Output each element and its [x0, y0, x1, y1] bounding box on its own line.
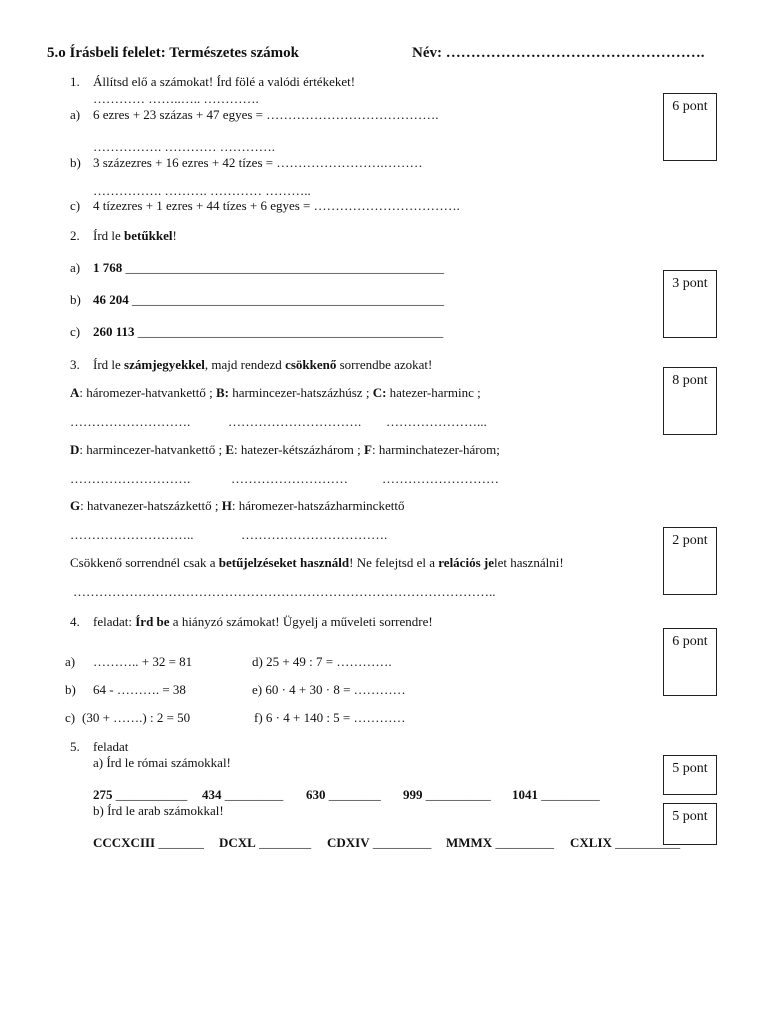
- q5b-item-5[interactable]: CXLIX __________: [570, 835, 681, 850]
- q2a-label: a): [70, 260, 81, 275]
- q4-title: feladat: Írd be a hiányzó számokat! Ügyelj a műveleti sorrendre!: [93, 614, 433, 629]
- q5a-item-1[interactable]: 275 ___________: [93, 787, 188, 802]
- q2-title: Írd le betűkkel!: [93, 228, 177, 243]
- score-box-q2: [663, 270, 717, 338]
- q5-number: 5.: [70, 739, 80, 754]
- q5b-item-1[interactable]: CCCXCIII _______: [93, 835, 204, 850]
- q1a-label: a): [70, 107, 81, 122]
- q2b-item[interactable]: 46 204 ________________________________________________: [93, 292, 444, 307]
- q1c-text: 4 tízezres + 1 ezres + 44 tízes + 6 egyes = …………………………….: [93, 198, 460, 213]
- q4b-label: b): [65, 682, 76, 697]
- q4b-expression[interactable]: 64 - ………. = 38: [93, 682, 186, 697]
- q5b-item-2[interactable]: DCXL ________: [219, 835, 312, 850]
- score-box-q3-order: [663, 527, 717, 595]
- q5a-title: a) Írd le római számokkal!: [93, 755, 231, 770]
- q4e-expression[interactable]: e) 60 · 4 + 30 · 8 = …………: [252, 682, 406, 697]
- score-label: 6 pont: [672, 99, 708, 114]
- q3-dots-a[interactable]: ……………………….: [70, 414, 191, 429]
- page-title: 5.o Írásbeli felelet: Természetes számok: [47, 45, 300, 61]
- q1b-label: b): [70, 155, 81, 170]
- q3-number: 3.: [70, 357, 80, 372]
- score-label: 5 pont: [672, 761, 708, 776]
- score-label: 6 pont: [672, 634, 708, 649]
- score-box-q3: [663, 367, 717, 435]
- q4a-label: a): [65, 654, 76, 669]
- q1c-answer-dots[interactable]: ……………. ………. ………… ………..: [93, 183, 311, 198]
- q1b-text: 3 százezres + 16 ezres + 42 tízes = …………………….………: [93, 155, 423, 170]
- q5b-item-3[interactable]: CDXIV _________: [327, 835, 432, 850]
- q2b-label: b): [70, 292, 81, 307]
- q3-row3: G: hatvanezer-hatszázkettő ; H: háromezer-hatszázharminckettő: [70, 498, 405, 513]
- score-label: 3 pont: [672, 276, 708, 291]
- q4a-expression[interactable]: ……….. + 32 = 81: [93, 654, 193, 669]
- q4d-expression[interactable]: d) 25 + 49 : 7 = ………….: [252, 654, 392, 669]
- q2c-label: c): [70, 324, 81, 339]
- score-box-q1: [663, 93, 717, 161]
- q5a-item-2[interactable]: 434 _________: [202, 787, 284, 802]
- q5a-item-5[interactable]: 1041 _________: [512, 787, 600, 802]
- q3-row1: A: háromezer-hatvankettő ; B: harmincezer-hatszázhúsz ; C: hatezer-harminc ;: [70, 385, 481, 400]
- q2-number: 2.: [70, 228, 80, 243]
- q3-dots-d[interactable]: ……………………….: [70, 471, 191, 486]
- q1-number: 1.: [70, 74, 80, 89]
- q3-order-answer-line[interactable]: ……………………………………………………………………………………..: [73, 584, 496, 599]
- q1-title: Állítsd elő a számokat! Írd fölé a valódi értékeket!: [93, 74, 356, 89]
- q3-dots-e[interactable]: ………………………: [231, 471, 348, 486]
- q1a-answer-dots[interactable]: ………… ……..….. ………….: [93, 91, 259, 106]
- q3-dots-c[interactable]: …………………...: [386, 414, 487, 429]
- q3-dots-g[interactable]: ………………………..: [70, 527, 194, 542]
- q3-title: Írd le számjegyekkel, majd rendezd csökkenő sorrendbe azokat!: [93, 357, 433, 372]
- q4f-expression[interactable]: f) 6 · 4 + 140 : 5 = …………: [254, 710, 406, 725]
- q5-title: feladat: [93, 739, 129, 754]
- q3-dots-b[interactable]: ………………………….: [228, 414, 362, 429]
- q4c-label: c): [65, 710, 76, 725]
- q2a-item[interactable]: 1 768 _________________________________________________: [93, 260, 444, 275]
- score-label: 8 pont: [672, 373, 708, 388]
- q5b-title: b) Írd le arab számokkal!: [93, 803, 224, 818]
- q4-number: 4.: [70, 614, 80, 629]
- q4c-expression[interactable]: (30 + …….) : 2 = 50: [82, 710, 191, 725]
- q5a-item-4[interactable]: 999 __________: [403, 787, 491, 802]
- q1c-label: c): [70, 198, 81, 213]
- score-box-q5a: [663, 755, 717, 795]
- q1b-answer-dots[interactable]: ……………. ………… ………….: [93, 139, 275, 154]
- name-field[interactable]: Név: …………………………………………….: [412, 45, 705, 61]
- q2c-item[interactable]: 260 113 _______________________________________________: [93, 324, 444, 339]
- q3-dots-h[interactable]: …………………………….: [241, 527, 388, 542]
- q1a-text: 6 ezres + 23 százas + 47 egyes = ………………………………….: [93, 107, 439, 122]
- score-box-q4: [663, 628, 717, 696]
- q3-dots-f[interactable]: ………………………: [382, 471, 499, 486]
- q3-row2: D: harmincezer-hatvankettő ; E: hatezer-kétszázhárom ; F: harminchatezer-három;: [70, 442, 500, 457]
- score-label: 2 pont: [672, 533, 708, 548]
- score-label: 5 pont: [672, 809, 708, 824]
- q3-note: Csökkenő sorrendnél csak a betűjelzéseket használd! Ne felejtsd el a relációs jelet használni!: [70, 555, 564, 570]
- q5b-item-4[interactable]: MMMX _________: [446, 835, 554, 850]
- q5a-item-3[interactable]: 630 ________: [306, 787, 381, 802]
